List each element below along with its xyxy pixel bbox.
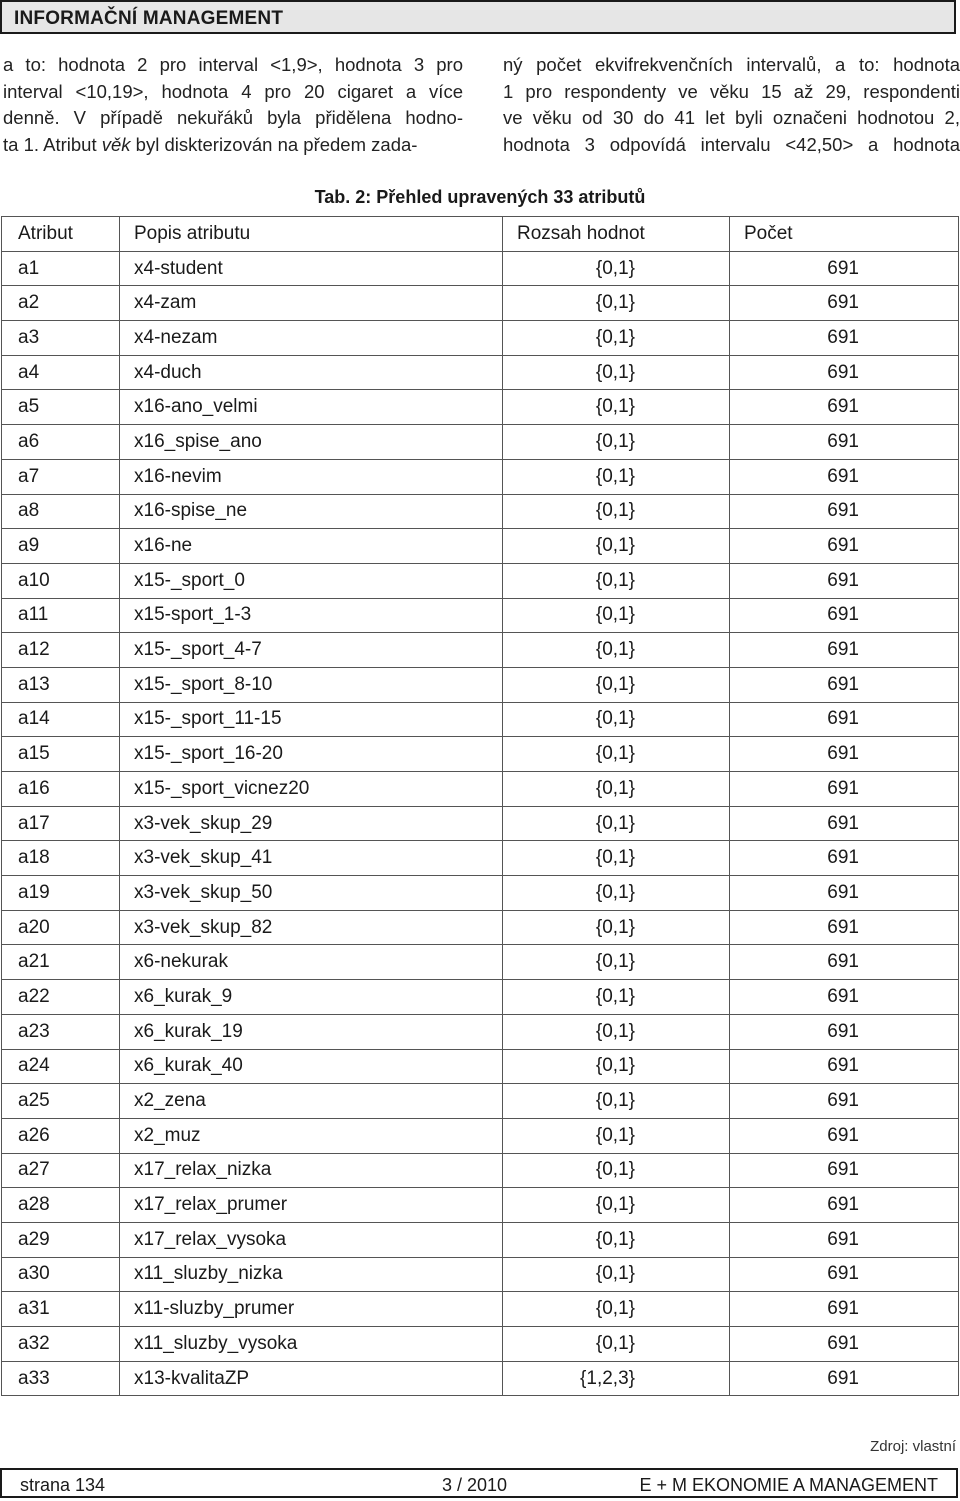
cell-atribut: a23 — [2, 1014, 120, 1049]
table-row — [2, 286, 959, 321]
cell-atribut: a26 — [2, 1118, 120, 1153]
table-header-row — [2, 217, 959, 252]
cell-rozsah: {0,1} — [503, 667, 730, 702]
cell-popis: x11-sluzby_prumer — [120, 1292, 503, 1327]
cell-pocet: 691 — [730, 1153, 959, 1188]
cell-pocet: 691 — [730, 598, 959, 633]
cell-atribut: a8 — [2, 494, 120, 529]
cell-popis: x2_zena — [120, 1084, 503, 1119]
cell-rozsah: {0,1} — [503, 980, 730, 1015]
cell-pocet: 691 — [730, 667, 959, 702]
cell-rozsah: {0,1} — [503, 1257, 730, 1292]
table-row — [2, 737, 959, 772]
table-row — [2, 633, 959, 668]
cell-pocet: 691 — [730, 841, 959, 876]
cell-popis: x13-kvalitaZP — [120, 1361, 503, 1396]
cell-popis: x15-_sport_4-7 — [120, 633, 503, 668]
cell-popis: x4-student — [120, 251, 503, 286]
table-row — [2, 772, 959, 807]
table-row — [2, 321, 959, 356]
intro-right-line-4: hodnota 3 odpovídá intervalu <42,50> a hodnota — [503, 133, 960, 155]
source-note: Zdroj: vlastní — [870, 1438, 956, 1455]
section-title: INFORMAČNÍ MANAGEMENT — [14, 8, 284, 29]
table-row — [2, 1014, 959, 1049]
cell-popis: x15-_sport_8-10 — [120, 667, 503, 702]
cell-pocet: 691 — [730, 494, 959, 529]
section-header-bar — [0, 0, 956, 34]
attributes-table — [1, 216, 959, 1396]
cell-rozsah: {0,1} — [503, 598, 730, 633]
cell-rozsah: {0,1} — [503, 1222, 730, 1257]
cell-pocet: 691 — [730, 806, 959, 841]
cell-rozsah: {0,1} — [503, 251, 730, 286]
table-row — [2, 1084, 959, 1119]
table-row — [2, 1327, 959, 1362]
cell-atribut: a32 — [2, 1327, 120, 1362]
intro-left-line-4c: byl diskterizován na předem zada- — [130, 133, 418, 155]
cell-atribut: a18 — [2, 841, 120, 876]
cell-atribut: a19 — [2, 876, 120, 911]
cell-popis: x3-vek_skup_29 — [120, 806, 503, 841]
table-body — [2, 251, 959, 1396]
cell-popis: x3-vek_skup_41 — [120, 841, 503, 876]
footer-page-number: strana 134 — [20, 1475, 106, 1495]
table-row — [2, 390, 959, 425]
cell-atribut: a5 — [2, 390, 120, 425]
cell-atribut: a31 — [2, 1292, 120, 1327]
cell-pocet: 691 — [730, 1222, 959, 1257]
cell-pocet: 691 — [730, 1188, 959, 1223]
header-popis: Popis atributu — [120, 217, 503, 252]
cell-pocet: 691 — [730, 910, 959, 945]
cell-popis: x11_sluzby_nizka — [120, 1257, 503, 1292]
cell-atribut: a30 — [2, 1257, 120, 1292]
cell-atribut: a2 — [2, 286, 120, 321]
cell-popis: x6_kurak_9 — [120, 980, 503, 1015]
table-row — [2, 1292, 959, 1327]
header-rozsah: Rozsah hodnot — [503, 217, 730, 252]
table-row — [2, 945, 959, 980]
intro-left-line-4a: ta 1. Atribut — [3, 133, 102, 155]
cell-atribut: a1 — [2, 251, 120, 286]
table-row — [2, 1153, 959, 1188]
cell-popis: x15-_sport_11-15 — [120, 702, 503, 737]
cell-atribut: a25 — [2, 1084, 120, 1119]
cell-popis: x16-spise_ne — [120, 494, 503, 529]
cell-rozsah: {0,1} — [503, 286, 730, 321]
table-row — [2, 1188, 959, 1223]
cell-rozsah: {0,1} — [503, 355, 730, 390]
cell-atribut: a22 — [2, 980, 120, 1015]
cell-popis: x3-vek_skup_50 — [120, 876, 503, 911]
cell-pocet: 691 — [730, 1118, 959, 1153]
cell-popis: x15-_sport_16-20 — [120, 737, 503, 772]
cell-pocet: 691 — [730, 772, 959, 807]
table-caption — [0, 187, 960, 208]
cell-atribut: a27 — [2, 1153, 120, 1188]
cell-popis: x17_relax_prumer — [120, 1188, 503, 1223]
cell-pocet: 691 — [730, 633, 959, 668]
intro-right-column — [503, 52, 960, 158]
cell-rozsah: {0,1} — [503, 806, 730, 841]
cell-pocet: 691 — [730, 459, 959, 494]
cell-rozsah: {0,1} — [503, 390, 730, 425]
cell-popis: x6-nekurak — [120, 945, 503, 980]
cell-rozsah: {0,1} — [503, 633, 730, 668]
cell-atribut: a10 — [2, 563, 120, 598]
cell-rozsah: {0,1} — [503, 772, 730, 807]
cell-atribut: a29 — [2, 1222, 120, 1257]
intro-left-line-1: a to: hodnota 2 pro interval <1,9>, hodnota 3 pro — [3, 54, 463, 75]
cell-atribut: a33 — [2, 1361, 120, 1396]
table-row — [2, 425, 959, 460]
cell-pocet: 691 — [730, 1049, 959, 1084]
cell-pocet: 691 — [730, 1292, 959, 1327]
page-footer — [0, 1468, 958, 1498]
cell-rozsah: {0,1} — [503, 563, 730, 598]
table-row — [2, 806, 959, 841]
cell-atribut: a11 — [2, 598, 120, 633]
cell-rozsah: {0,1} — [503, 1188, 730, 1223]
footer-journal: E + M EKONOMIE A MANAGEMENT — [639, 1475, 938, 1495]
table-row — [2, 910, 959, 945]
cell-atribut: a24 — [2, 1049, 120, 1084]
cell-atribut: a14 — [2, 702, 120, 737]
table-row — [2, 841, 959, 876]
cell-popis: x15-sport_1-3 — [120, 598, 503, 633]
cell-rozsah: {0,1} — [503, 702, 730, 737]
cell-popis: x4-duch — [120, 355, 503, 390]
cell-atribut: a3 — [2, 321, 120, 356]
cell-rozsah: {0,1} — [503, 529, 730, 564]
table-row — [2, 667, 959, 702]
cell-pocet: 691 — [730, 355, 959, 390]
cell-pocet: 691 — [730, 945, 959, 980]
cell-rozsah: {0,1} — [503, 876, 730, 911]
cell-popis: x3-vek_skup_82 — [120, 910, 503, 945]
cell-rozsah: {0,1} — [503, 1292, 730, 1327]
cell-atribut: a12 — [2, 633, 120, 668]
cell-atribut: a15 — [2, 737, 120, 772]
table-row — [2, 598, 959, 633]
table-row — [2, 529, 959, 564]
cell-pocet: 691 — [730, 563, 959, 598]
cell-popis: x16-ne — [120, 529, 503, 564]
cell-atribut: a7 — [2, 459, 120, 494]
cell-pocet: 691 — [730, 1084, 959, 1119]
cell-pocet: 691 — [730, 876, 959, 911]
cell-rozsah: {0,1} — [503, 1153, 730, 1188]
intro-left-column — [3, 52, 463, 158]
intro-left-line-2: interval <10,19>, hodnota 4 pro 20 cigaret a více — [3, 80, 463, 102]
cell-pocet: 691 — [730, 425, 959, 460]
cell-rozsah: {0,1} — [503, 910, 730, 945]
cell-atribut: a20 — [2, 910, 120, 945]
cell-rozsah: {0,1} — [503, 1118, 730, 1153]
cell-popis: x16-ano_velmi — [120, 390, 503, 425]
cell-rozsah: {0,1} — [503, 1084, 730, 1119]
footer-issue: 3 / 2010 — [442, 1475, 508, 1495]
table-caption-text: Tab. 2: Přehled upravených 33 atributů — [314, 187, 646, 207]
cell-atribut: a16 — [2, 772, 120, 807]
table-row — [2, 563, 959, 598]
cell-rozsah: {0,1} — [503, 841, 730, 876]
intro-left-line-4-italic: věk — [101, 133, 131, 155]
cell-pocet: 691 — [730, 1327, 959, 1362]
cell-pocet: 691 — [730, 529, 959, 564]
cell-popis: x4-nezam — [120, 321, 503, 356]
cell-rozsah: {0,1} — [503, 494, 730, 529]
table-row — [2, 1361, 959, 1396]
cell-pocet: 691 — [730, 980, 959, 1015]
cell-pocet: 691 — [730, 286, 959, 321]
cell-popis: x15-_sport_0 — [120, 563, 503, 598]
cell-pocet: 691 — [730, 1014, 959, 1049]
cell-popis: x17_relax_nizka — [120, 1153, 503, 1188]
cell-atribut: a6 — [2, 425, 120, 460]
cell-rozsah: {0,1} — [503, 1049, 730, 1084]
cell-pocet: 691 — [730, 321, 959, 356]
cell-rozsah: {0,1} — [503, 1014, 730, 1049]
table-row — [2, 1118, 959, 1153]
intro-right-line-2: 1 pro respondenty ve věku 15 až 29, respondenti — [503, 80, 960, 102]
cell-rozsah: {1,2,3} — [503, 1361, 730, 1396]
table-row — [2, 702, 959, 737]
intro-left-line-4 — [3, 132, 463, 159]
cell-rozsah: {0,1} — [503, 425, 730, 460]
cell-popis: x17_relax_vysoka — [120, 1222, 503, 1257]
cell-pocet: 691 — [730, 251, 959, 286]
table-row — [2, 876, 959, 911]
cell-atribut: a4 — [2, 355, 120, 390]
cell-popis: x6_kurak_40 — [120, 1049, 503, 1084]
cell-pocet: 691 — [730, 737, 959, 772]
intro-right-line-3: ve věku od 30 do 41 let byli označeni hodnotou 2, — [503, 107, 960, 128]
table-row — [2, 1222, 959, 1257]
cell-rozsah: {0,1} — [503, 737, 730, 772]
cell-atribut: a13 — [2, 667, 120, 702]
header-pocet: Počet — [730, 217, 959, 252]
cell-atribut: a17 — [2, 806, 120, 841]
cell-popis: x2_muz — [120, 1118, 503, 1153]
cell-rozsah: {0,1} — [503, 1327, 730, 1362]
cell-popis: x11_sluzby_vysoka — [120, 1327, 503, 1362]
intro-left-line-3: denně. V případě nekuřáků byla přidělena hodno- — [3, 107, 463, 128]
table-row — [2, 1257, 959, 1292]
cell-pocet: 691 — [730, 1361, 959, 1396]
cell-pocet: 691 — [730, 390, 959, 425]
table-row — [2, 494, 959, 529]
cell-popis: x16_spise_ano — [120, 425, 503, 460]
cell-pocet: 691 — [730, 702, 959, 737]
table-row — [2, 251, 959, 286]
cell-atribut: a9 — [2, 529, 120, 564]
header-atribut: Atribut — [2, 217, 120, 252]
table-row — [2, 980, 959, 1015]
cell-popis: x6_kurak_19 — [120, 1014, 503, 1049]
cell-rozsah: {0,1} — [503, 459, 730, 494]
cell-rozsah: {0,1} — [503, 321, 730, 356]
cell-atribut: a28 — [2, 1188, 120, 1223]
cell-popis: x16-nevim — [120, 459, 503, 494]
table-row — [2, 1049, 959, 1084]
intro-right-line-1: ný počet ekvifrekvenčních intervalů, a to: hodnota — [503, 54, 960, 75]
cell-popis: x4-zam — [120, 286, 503, 321]
cell-atribut: a21 — [2, 945, 120, 980]
cell-popis: x15-_sport_vicnez20 — [120, 772, 503, 807]
table-row — [2, 459, 959, 494]
cell-pocet: 691 — [730, 1257, 959, 1292]
cell-rozsah: {0,1} — [503, 945, 730, 980]
table-row — [2, 355, 959, 390]
